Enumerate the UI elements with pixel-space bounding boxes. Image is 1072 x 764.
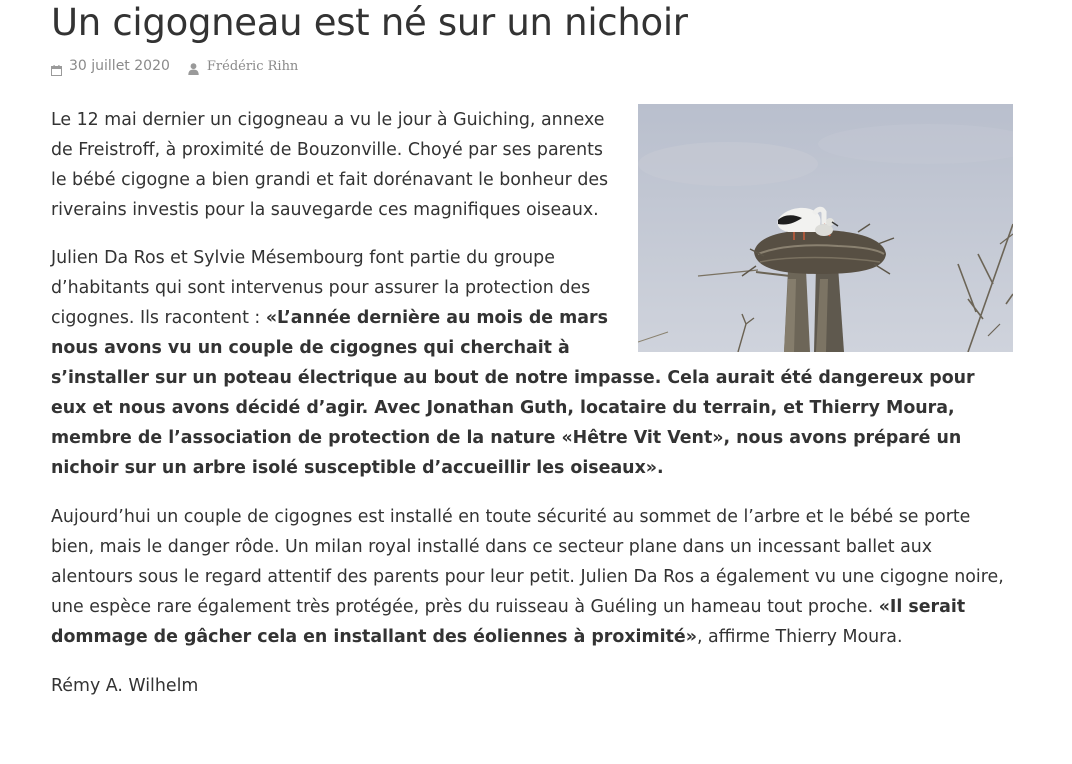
paragraph-today — [51, 502, 1013, 652]
post-author-link[interactable]: Frédéric Rihn — [206, 58, 299, 74]
today-quote: «Il serait dommage de gâcher cela en installant des éoliennes à proximité» — [51, 597, 966, 647]
article — [51, 0, 1013, 696]
today-tail: , affirme Thierry Moura. — [696, 627, 903, 647]
post-date-link[interactable]: 30 juillet 2020 — [69, 58, 170, 74]
paragraph-intro: Le 12 mai dernier un cigogneau a vu le jour à Guiching, annexe de Freistroff, à proximité de Bouzonville. Choyé par ses parents le bébé cigogne a bien grandi et fait dorénavant le bonheur des riverains investis pour la sauvegarde ces magnifiques oiseaux. — [51, 110, 609, 220]
today-text: Aujourd’hui un couple de cigognes est installé en toute sécurité au sommet de l’arbre et le bébé se porte bien, mais le danger rôde. Un milan royal installé dans ce secteur plane dans un incessant ballet aux alentours sous le regard attentif des parents pour leur petit. Julien Da Ros a également vu une cigogne noire, une espèce rare également très protégée, près du ruisseau à Guéling un hameau tout proche. — [51, 507, 1004, 617]
testimony-quote: «L’année dernière au mois de mars nous avons vu un couple de cigognes qui cherchait à s’installer sur un poteau électrique au bout de notre impasse. Cela aurait été dangereux pour eux et nous avons décidé d’agir. Avec Jonathan Guth, locataire du terrain, et Thierry Moura, membre de l’association de protection de la nature «Hêtre Vit Vent», nous avons préparé un nichoir sur un arbre isolé susceptible d’accueillir les oiseaux». — [51, 308, 975, 478]
user-icon — [188, 60, 199, 72]
post-meta — [51, 56, 298, 76]
article-signature: Rémy A. Wilhelm — [51, 676, 199, 696]
article-content — [51, 104, 1013, 720]
testimony-text: Julien Da Ros et Sylvie Mésembourg font partie du groupe d’habitants qui sont intervenus pour assurer la protection des cigognes. Ils racontent : — [51, 248, 591, 328]
calendar-icon — [51, 61, 62, 72]
article-title: Un cigogneau est né sur un nichoir — [51, 1, 688, 44]
